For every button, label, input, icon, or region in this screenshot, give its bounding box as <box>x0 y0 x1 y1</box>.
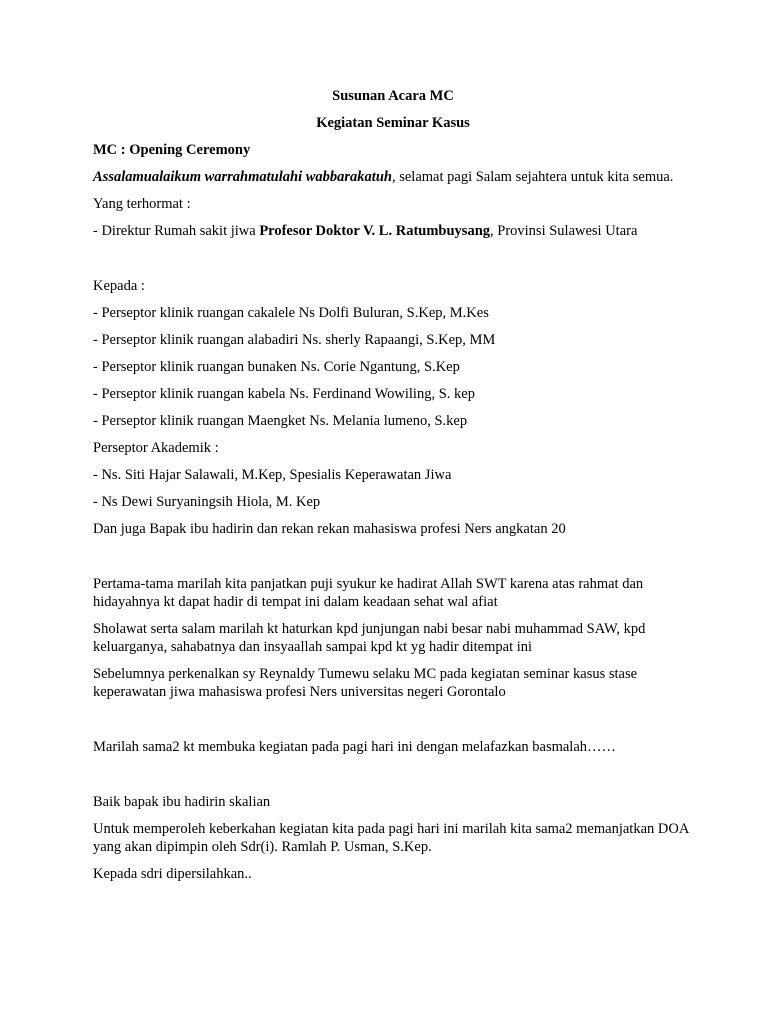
document-subtitle: Kegiatan Seminar Kasus <box>316 115 470 131</box>
spacer <box>93 710 693 738</box>
director-line <box>93 222 693 240</box>
section-heading <box>93 141 693 159</box>
preceptor-item: - Perseptor klinik ruangan Maengket Ns. Melania lumeno, S.kep <box>93 413 468 429</box>
section-heading-text: MC : Opening Ceremony <box>93 142 251 158</box>
to-label: Kepada : <box>93 278 145 294</box>
spacer <box>93 249 693 277</box>
preceptor-item: - Perseptor klinik ruangan kabela Ns. Ferdinand Wowiling, S. kep <box>93 386 475 402</box>
greeting-salam: Assalamualaikum warrahmatulahi wabbarakatuh <box>93 169 392 185</box>
preceptor-item: - Perseptor klinik ruangan bunaken Ns. Corie Ngantung, S.Kep <box>93 359 460 375</box>
preceptor-item: - Perseptor klinik ruangan alabadiri Ns. sherly Rapaangi, S.Kep, MM <box>93 332 496 348</box>
academic-item: - Ns Dewi Suryaningsih Hiola, M. Kep <box>93 494 321 510</box>
preceptor-item: - Perseptor klinik ruangan cakalele Ns Dolfi Buluran, S.Kep, M.Kes <box>93 305 489 321</box>
paragraph: Sholawat serta salam marilah kt haturkan kpd junjungan nabi besar nabi muhammad SAW, kpd keluarganya, sahabatnya dan insyaallah sampai kpd kt yg hadir ditempat ini <box>93 621 646 655</box>
honored-label: Yang terhormat : <box>93 196 191 212</box>
paragraph: Sebelumnya perkenalkan sy Reynaldy Tumewu selaku MC pada kegiatan seminar kasus stase keperawatan jiwa mahasiswa profesi Ners universitas negeri Gorontalo <box>93 666 638 700</box>
paragraph: Baik bapak ibu hadirin skalian <box>93 794 271 810</box>
director-name: Profesor Doktor V. L. Ratumbuysang <box>259 223 491 239</box>
paragraph: Kepada sdri dipersilahkan.. <box>93 866 252 882</box>
director-prefix: - Direktur Rumah sakit jiwa <box>93 223 260 239</box>
greeting-paragraph <box>93 168 693 186</box>
director-suffix: , Provinsi Sulawesi Utara <box>490 223 638 239</box>
document-body <box>93 87 693 892</box>
academic-label: Perseptor Akademik : <box>93 440 219 456</box>
greeting-rest: , selamat pagi Salam sejahtera untuk kita semua. <box>391 169 674 185</box>
spacer <box>93 547 693 575</box>
document-title: Susunan Acara MC <box>332 88 454 104</box>
spacer <box>93 765 693 793</box>
paragraph: Pertama-tama marilah kita panjatkan puji syukur ke hadirat Allah SWT karena atas rahmat dan hidayahnya kt dapat hadir di tempat ini dalam keadaan sehat wal afiat <box>93 576 644 610</box>
audience-line: Dan juga Bapak ibu hadirin dan rekan rekan mahasiswa profesi Ners angkatan 20 <box>93 521 566 537</box>
paragraph: Untuk memperoleh keberkahan kegiatan kita pada pagi hari ini marilah kita sama2 memanjatkan DOA yang akan dipimpin oleh Sdr(i). Ramlah P. Usman, S.Kep. <box>93 821 689 855</box>
academic-item: - Ns. Siti Hajar Salawali, M.Kep, Spesialis Keperawatan Jiwa <box>93 467 452 483</box>
opening-line: Marilah sama2 kt membuka kegiatan pada pagi hari ini dengan melafazkan basmalah…… <box>93 739 617 755</box>
